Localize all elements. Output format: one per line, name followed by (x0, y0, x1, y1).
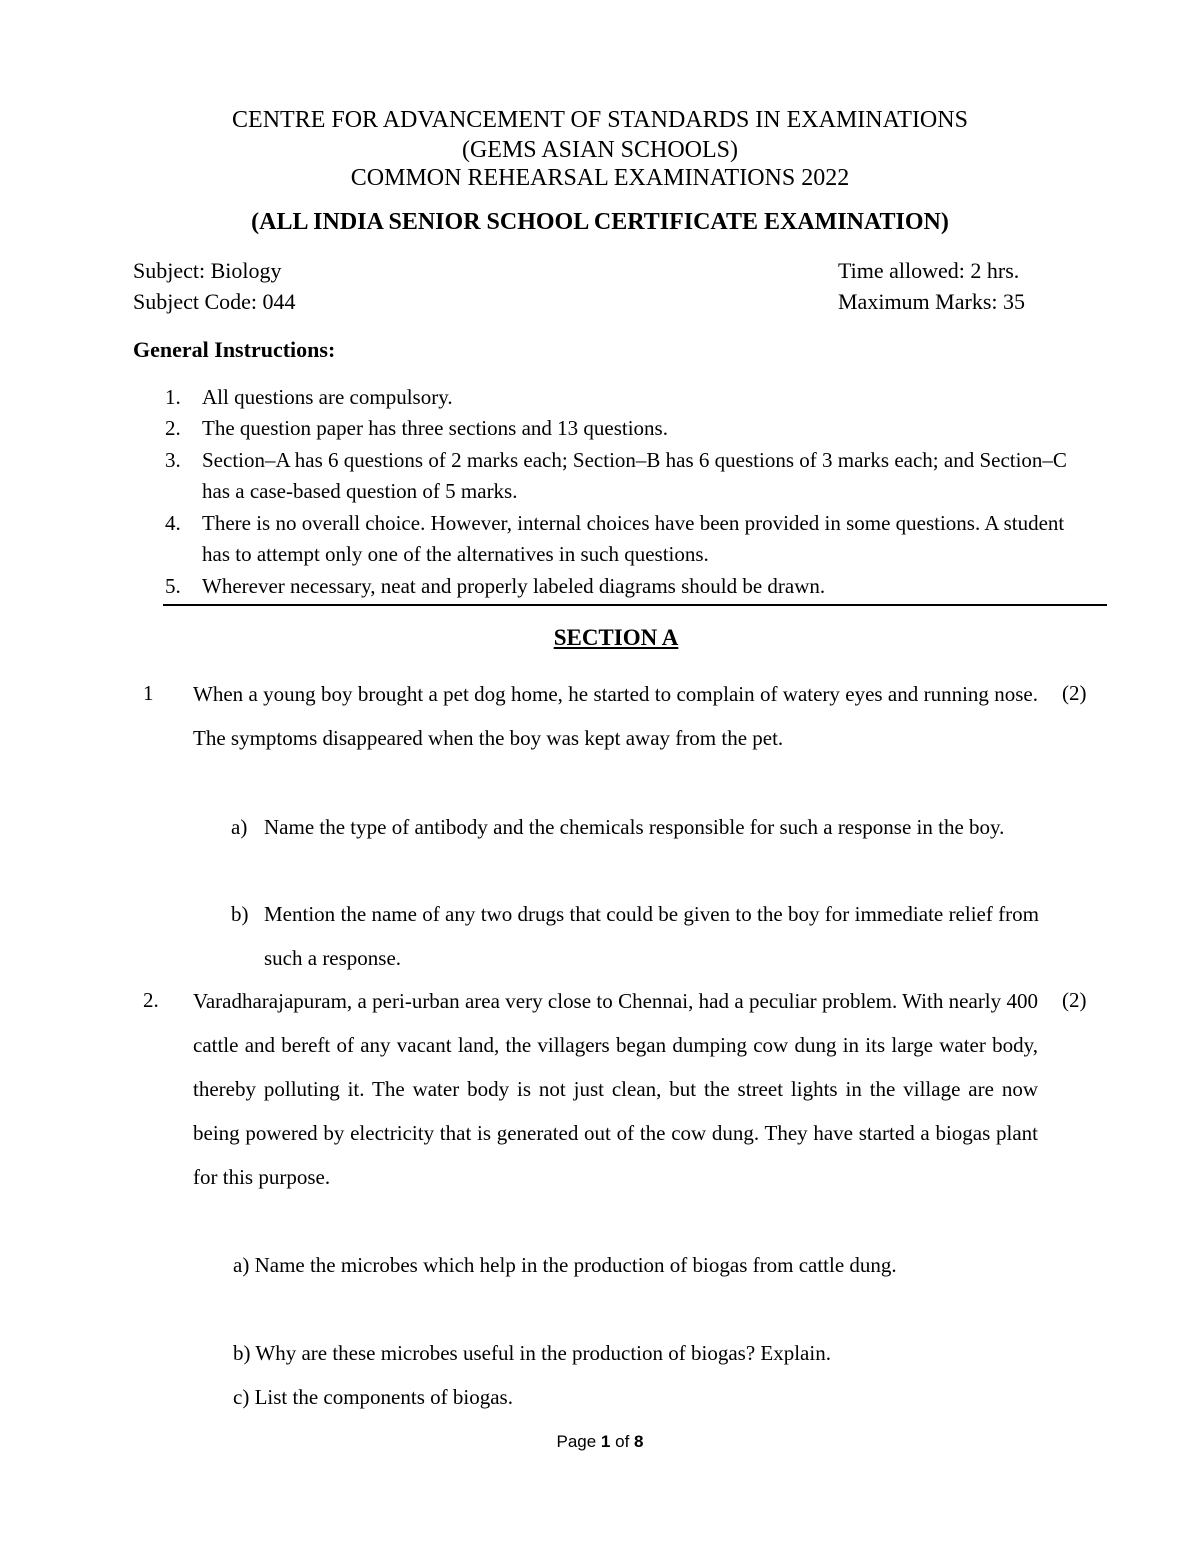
instruction-text: The question paper has three sections and 13 questions. (202, 416, 668, 440)
question-text: Varadharajapuram, a peri-urban area very close to Chennai, had a peculiar problem. With nearly 400 cattle and bereft of any vacant land, the villagers began dumping cow dung in its large water body, thereby polluting it. The water body is not just clean, but the street lights in the village are now being powered by electricity that is generated out of the cow dung. They have started a biogas plant for this purpose. (193, 989, 1038, 1189)
section-title: SECTION A (553, 625, 679, 650)
divider-rule (163, 604, 1107, 606)
footer-page-total: 8 (634, 1432, 644, 1451)
question-number: 1 (143, 681, 154, 705)
question-marks: (2) (1062, 681, 1087, 705)
instruction-number: 4. (165, 511, 181, 535)
part-text: List the components of biogas. (254, 1385, 513, 1409)
question-marks: (2) (1062, 988, 1087, 1012)
footer-page-word: Page (556, 1432, 597, 1451)
part-label: a) (233, 1253, 250, 1277)
instruction-number: 5. (165, 574, 181, 598)
instruction-number: 2. (165, 416, 181, 440)
instruction-item (165, 508, 1095, 570)
question-part (231, 805, 1039, 849)
instruction-text: Wherever necessary, neat and properly labeled diagrams should be drawn. (202, 574, 826, 598)
time-allowed-label: Time allowed: 2 hrs. (838, 258, 1020, 283)
instruction-item (165, 413, 1095, 444)
question-part (231, 892, 1039, 980)
instruction-item (165, 382, 1095, 413)
instructions-heading: General Instructions: (133, 337, 336, 362)
header-institution: CENTRE FOR ADVANCEMENT OF STANDARDS IN EXAMINATIONS (232, 107, 968, 133)
instruction-text: All questions are compulsory. (202, 385, 453, 409)
part-text: Mention the name of any two drugs that could be given to the boy for immediate relief from such a response. (264, 902, 1039, 970)
page-footer (0, 1432, 1200, 1452)
header-exam-name: COMMON REHEARSAL EXAMINATIONS 2022 (350, 165, 850, 191)
part-text: Name the microbes which help in the production of biogas from cattle dung. (254, 1253, 897, 1277)
question-part (233, 1331, 1038, 1375)
part-text: Name the type of antibody and the chemicals responsible for such a response in the boy. (264, 815, 1005, 839)
question-number: 2. (143, 988, 159, 1012)
instruction-number: 3. (165, 448, 181, 472)
part-label: a) (231, 815, 248, 839)
subject-label: Subject: Biology (133, 258, 282, 283)
question-part (233, 1375, 1038, 1419)
instruction-item (165, 571, 1095, 602)
header-exam-board: (ALL INDIA SENIOR SCHOOL CERTIFICATE EXAMINATION) (251, 209, 949, 235)
subject-code-label: Subject Code: 044 (133, 289, 296, 314)
instruction-text: Section–A has 6 questions of 2 marks each; Section–B has 6 questions of 3 marks each; and Section–C has a case-based question of 5 marks. (202, 448, 1067, 503)
part-text: Why are these microbes useful in the production of biogas? Explain. (255, 1341, 831, 1365)
question-text: When a young boy brought a pet dog home, he started to complain of watery eyes and running nose. The symptoms disappeared when the boy was kept away from the pet. (193, 682, 1038, 750)
footer-page-number: 1 (600, 1432, 611, 1451)
part-label: c) (233, 1385, 250, 1409)
question-part (233, 1243, 1038, 1287)
max-marks-label: Maximum Marks: 35 (838, 289, 1025, 314)
instruction-number: 1. (165, 385, 181, 409)
instruction-item (165, 445, 1095, 507)
part-label: b) (231, 902, 249, 926)
part-label: b) (233, 1341, 251, 1365)
instruction-text: There is no overall choice. However, internal choices have been provided in some questions. A student has to attempt only one of the alternatives in such questions. (202, 511, 1065, 566)
footer-of-word: of (615, 1432, 630, 1451)
header-school: (GEMS ASIAN SCHOOLS) (461, 137, 739, 163)
